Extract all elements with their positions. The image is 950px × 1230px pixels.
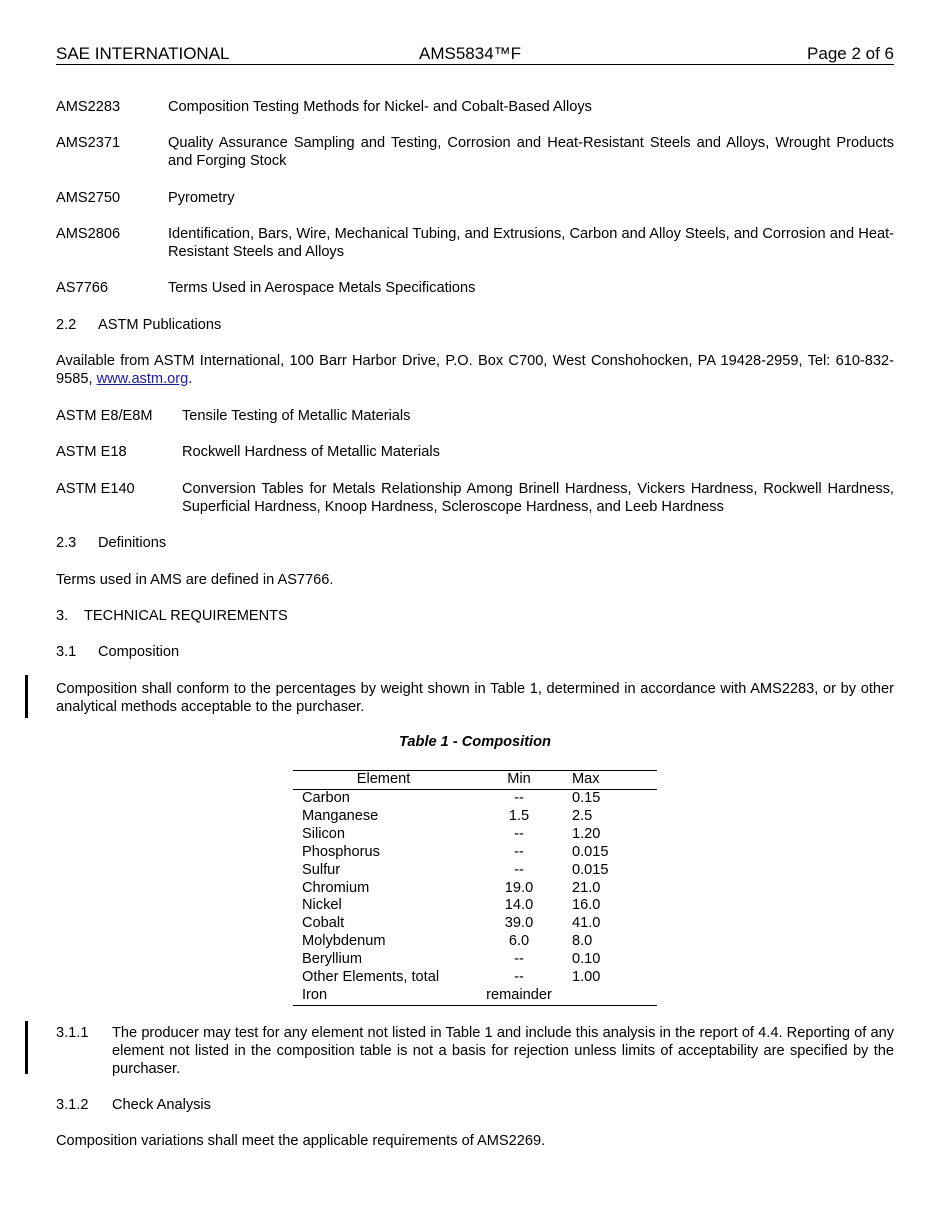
element-cell: Chromium <box>302 879 370 896</box>
reference-code: AMS2806 <box>56 226 121 242</box>
reference-ams2806 <box>56 225 894 261</box>
reference-description: Quality Assurance Sampling and Testing, Corrosion and Heat-Resistant Steels and Alloys, Wrought Products and Forging Stock <box>168 135 894 169</box>
section-2-3-heading <box>56 534 894 552</box>
column-header-element: Element <box>293 771 474 790</box>
reference-ams2371 <box>56 134 894 170</box>
table-row <box>293 933 657 951</box>
table-row <box>293 826 657 844</box>
max-cell: 16.0 <box>572 897 601 914</box>
section-3-heading <box>56 607 894 625</box>
reference-code: ASTM E18 <box>56 444 127 460</box>
min-cell: -- <box>514 825 524 842</box>
page-header <box>56 44 894 65</box>
table-row <box>293 915 657 933</box>
min-cell: 1.5 <box>508 807 530 824</box>
max-cell: 0.015 <box>572 843 609 860</box>
reference-description: Tensile Testing of Metallic Materials <box>182 408 411 424</box>
element-cell: Iron <box>293 987 474 1005</box>
section-3-1-1 <box>56 1024 894 1078</box>
revision-change-bar <box>25 1021 28 1074</box>
section-3-1-1-text: The producer may test for any element not listed in Table 1 and include this analysis in the report of 4.4. Reporting of any element not listed in the composition table is not a basis for rejection unless limits of acceptability are specified by the purchaser. <box>112 1025 894 1077</box>
reference-description: Pyrometry <box>168 190 235 206</box>
section-number: 3. <box>56 608 69 624</box>
table-row <box>293 987 657 1005</box>
min-cell: 14.0 <box>504 897 534 914</box>
max-cell: 21.0 <box>572 879 601 896</box>
reference-astm-e18 <box>56 443 894 461</box>
max-cell: 1.00 <box>572 969 601 986</box>
table-row <box>293 951 657 969</box>
section-number: 3.1.2 <box>56 1097 89 1113</box>
element-cell: Cobalt <box>302 915 345 932</box>
reference-description: Identification, Bars, Wire, Mechanical Tubing, and Extrusions, Carbon and Alloy Steels, and Corrosion and Heat-Resistant Steels and Alloys <box>168 226 894 260</box>
section-number: 2.2 <box>56 317 77 333</box>
reference-description: Rockwell Hardness of Metallic Materials <box>182 444 440 460</box>
reference-code: ASTM E140 <box>56 481 135 497</box>
max-cell: 8.0 <box>572 933 593 950</box>
section-title: TECHNICAL REQUIREMENTS <box>84 608 288 624</box>
min-cell: remainder <box>474 987 564 1005</box>
reference-description: Composition Testing Methods for Nickel- and Cobalt-Based Alloys <box>168 99 592 115</box>
max-cell: 0.10 <box>572 951 601 968</box>
section-title: ASTM Publications <box>98 317 222 333</box>
astm-availability-paragraph <box>56 352 894 388</box>
column-header-min: Min <box>474 771 564 790</box>
reference-astm-e140 <box>56 480 894 516</box>
section-3-1-heading <box>56 643 894 661</box>
reference-code: ASTM E8/E8M <box>56 408 153 424</box>
reference-description: Terms Used in Aerospace Metals Specifications <box>168 280 476 296</box>
section-title: Definitions <box>98 535 167 551</box>
section-title: Check Analysis <box>112 1097 211 1113</box>
max-cell: 0.15 <box>572 790 601 806</box>
min-cell: -- <box>514 951 524 968</box>
reference-as7766 <box>56 279 894 297</box>
astm-availability-text: Available from ASTM International, 100 Barr Harbor Drive, P.O. Box C700, West Conshohocken, PA 19428-2959, Tel: 610-832-9585, <box>56 353 894 387</box>
definitions-paragraph: Terms used in AMS are defined in AS7766. <box>56 572 334 588</box>
element-cell: Sulfur <box>302 861 341 878</box>
min-cell: -- <box>514 843 524 860</box>
header-organization: SAE INTERNATIONAL <box>56 44 230 63</box>
element-cell: Beryllium <box>302 951 363 968</box>
min-cell: -- <box>514 790 524 806</box>
max-cell <box>564 987 657 1005</box>
table-header-row <box>293 771 657 790</box>
min-cell: 6.0 <box>508 933 530 950</box>
element-cell: Carbon <box>302 790 350 806</box>
astm-availability-end: . <box>188 371 193 387</box>
check-analysis-paragraph: Composition variations shall meet the applicable requirements of AMS2269. <box>56 1133 546 1149</box>
table-row <box>293 844 657 862</box>
element-cell: Other Elements, total <box>302 969 440 986</box>
min-cell: -- <box>514 861 524 878</box>
table-row <box>293 790 657 808</box>
table-row <box>293 862 657 880</box>
table-row <box>293 969 657 987</box>
max-cell: 1.20 <box>572 825 601 842</box>
reference-description: Conversion Tables for Metals Relationship Among Brinell Hardness, Vickers Hardness, Rockwell Hardness, Superficial Hardness, Knoop Hardness, Scleroscope Hardness, and Leeb Hardness <box>182 481 894 515</box>
element-cell: Nickel <box>302 897 342 914</box>
table-row <box>293 880 657 898</box>
table-row <box>293 897 657 915</box>
reference-ams2283 <box>56 98 894 116</box>
reference-code: AMS2371 <box>56 135 121 151</box>
astm-website-link[interactable]: www.astm.org <box>96 371 189 387</box>
min-cell: 19.0 <box>504 879 534 896</box>
composition-table <box>293 770 657 1006</box>
element-cell: Phosphorus <box>302 843 380 860</box>
section-number: 3.1 <box>56 644 77 660</box>
table-row <box>293 808 657 826</box>
min-cell: -- <box>514 969 524 986</box>
element-cell: Silicon <box>302 825 345 842</box>
header-page-number: Page 2 of 6 <box>807 44 894 63</box>
reference-code: AS7766 <box>56 280 108 296</box>
section-number: 3.1.1 <box>56 1025 89 1041</box>
section-number: 2.3 <box>56 535 77 551</box>
table-1-caption: Table 1 - Composition <box>399 734 551 750</box>
header-document-id: AMS5834™F <box>419 44 522 63</box>
element-cell: Manganese <box>302 807 379 824</box>
table-body <box>293 790 657 1006</box>
reference-code: AMS2283 <box>56 99 121 115</box>
max-cell: 2.5 <box>572 807 593 824</box>
element-cell: Molybdenum <box>302 933 386 950</box>
reference-ams2750 <box>56 189 894 207</box>
section-3-1-2-heading <box>56 1096 894 1114</box>
max-cell: 0.015 <box>572 861 609 878</box>
max-cell: 41.0 <box>572 915 601 932</box>
revision-change-bar <box>25 675 28 718</box>
column-header-max: Max <box>564 771 657 790</box>
reference-astm-e8 <box>56 407 894 425</box>
composition-paragraph: Composition shall conform to the percentages by weight shown in Table 1, determined in accordance with AMS2283, or by other analytical methods acceptable to the purchaser. <box>56 681 894 715</box>
section-title: Composition <box>98 644 180 660</box>
reference-code: AMS2750 <box>56 190 121 206</box>
section-2-2-heading <box>56 316 894 334</box>
min-cell: 39.0 <box>504 915 534 932</box>
